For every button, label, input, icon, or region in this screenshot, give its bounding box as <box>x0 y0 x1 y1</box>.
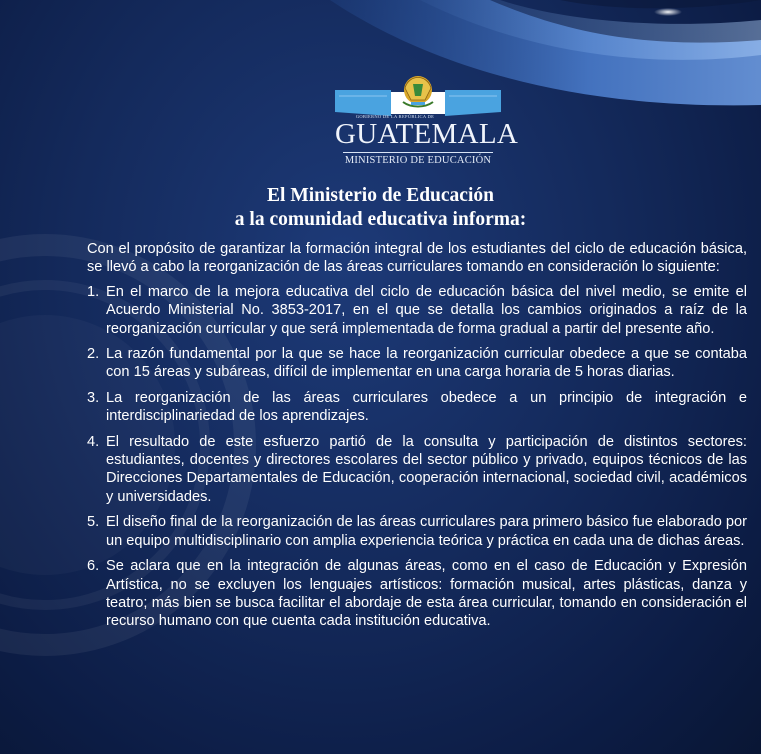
item-text: La reorganización de las áreas curriculares obedece a un principio de integración e interdisciplinariedad de los aprendizajes. <box>106 389 747 425</box>
list-item <box>87 283 747 338</box>
item-number: 2. <box>87 346 100 363</box>
logo-divider <box>343 152 493 153</box>
ministry-name: MINISTERIO DE EDUCACIÓN <box>344 155 492 166</box>
title-line-1: El Ministerio de Educación <box>267 185 494 206</box>
item-text: La razón fundamental por la que se hace la reorganización curricular obedece a que se contaba con 15 áreas y subáreas, difícil de implementar en una carga horaria de 5 horas diarias. <box>106 346 747 381</box>
announcement-body <box>87 240 747 638</box>
government-line: GOBIERNO DE LA REPÚBLICA DE <box>355 114 435 119</box>
intro-paragraph: Con el propósito de garantizar la formación integral de los estudiantes del ciclo de educación básica, se llevó a cabo la reorganización de las áreas curriculares tomando en consideración lo siguiente: <box>87 241 747 276</box>
announcement-title <box>150 184 611 232</box>
item-text: El diseño final de la reorganización de las áreas curriculares para primero básico fue elaborado por un equipo multidisciplinario con amplia experiencia teórica y práctica en cada una de dichas áreas. <box>106 514 747 549</box>
item-number: 3. <box>87 389 100 406</box>
item-number: 4. <box>87 433 100 450</box>
item-text: El resultado de este esfuerzo partió de la consulta y participación de distintos sectores: estudiantes, docentes y directores escolares del sector público y privado, equipos técnicos de las Direcciones Departamentales de Educación, cooperación internacional, sociedad civil, académicos y universidades. <box>106 433 747 505</box>
points-list <box>87 283 747 631</box>
list-item <box>87 513 747 550</box>
item-number: 5. <box>87 514 100 531</box>
list-item <box>87 557 747 631</box>
list-item <box>87 433 747 507</box>
title-line-2: a la comunidad educativa informa: <box>234 209 527 230</box>
item-number: 1. <box>87 283 100 300</box>
item-text: En el marco de la mejora educativa del ciclo de educación básica del nivel medio, se emite el Acuerdo Ministerial No. 3853-2017, en el que se detalla los cambios originados a raíz de la reorganización curricular y que será implementada de forma gradual a partir del presente año. <box>106 283 747 337</box>
item-number: 6. <box>87 558 100 575</box>
list-item <box>87 345 747 382</box>
ministry-logo <box>333 68 519 173</box>
item-text: Se aclara que en la integración de algunas áreas, como en el caso de Educación y Expresión Artística, no se excluyen los lenguajes artísticos: formación musical, artes plásticas, danza y teatro; más bien se busca facilitar el abordaje de esta área curricular, tomando en consideración el recurso humano con que cuenta cada institución educativa. <box>106 558 747 630</box>
list-item <box>87 389 747 426</box>
country-name: GUATEMALA <box>335 118 519 150</box>
